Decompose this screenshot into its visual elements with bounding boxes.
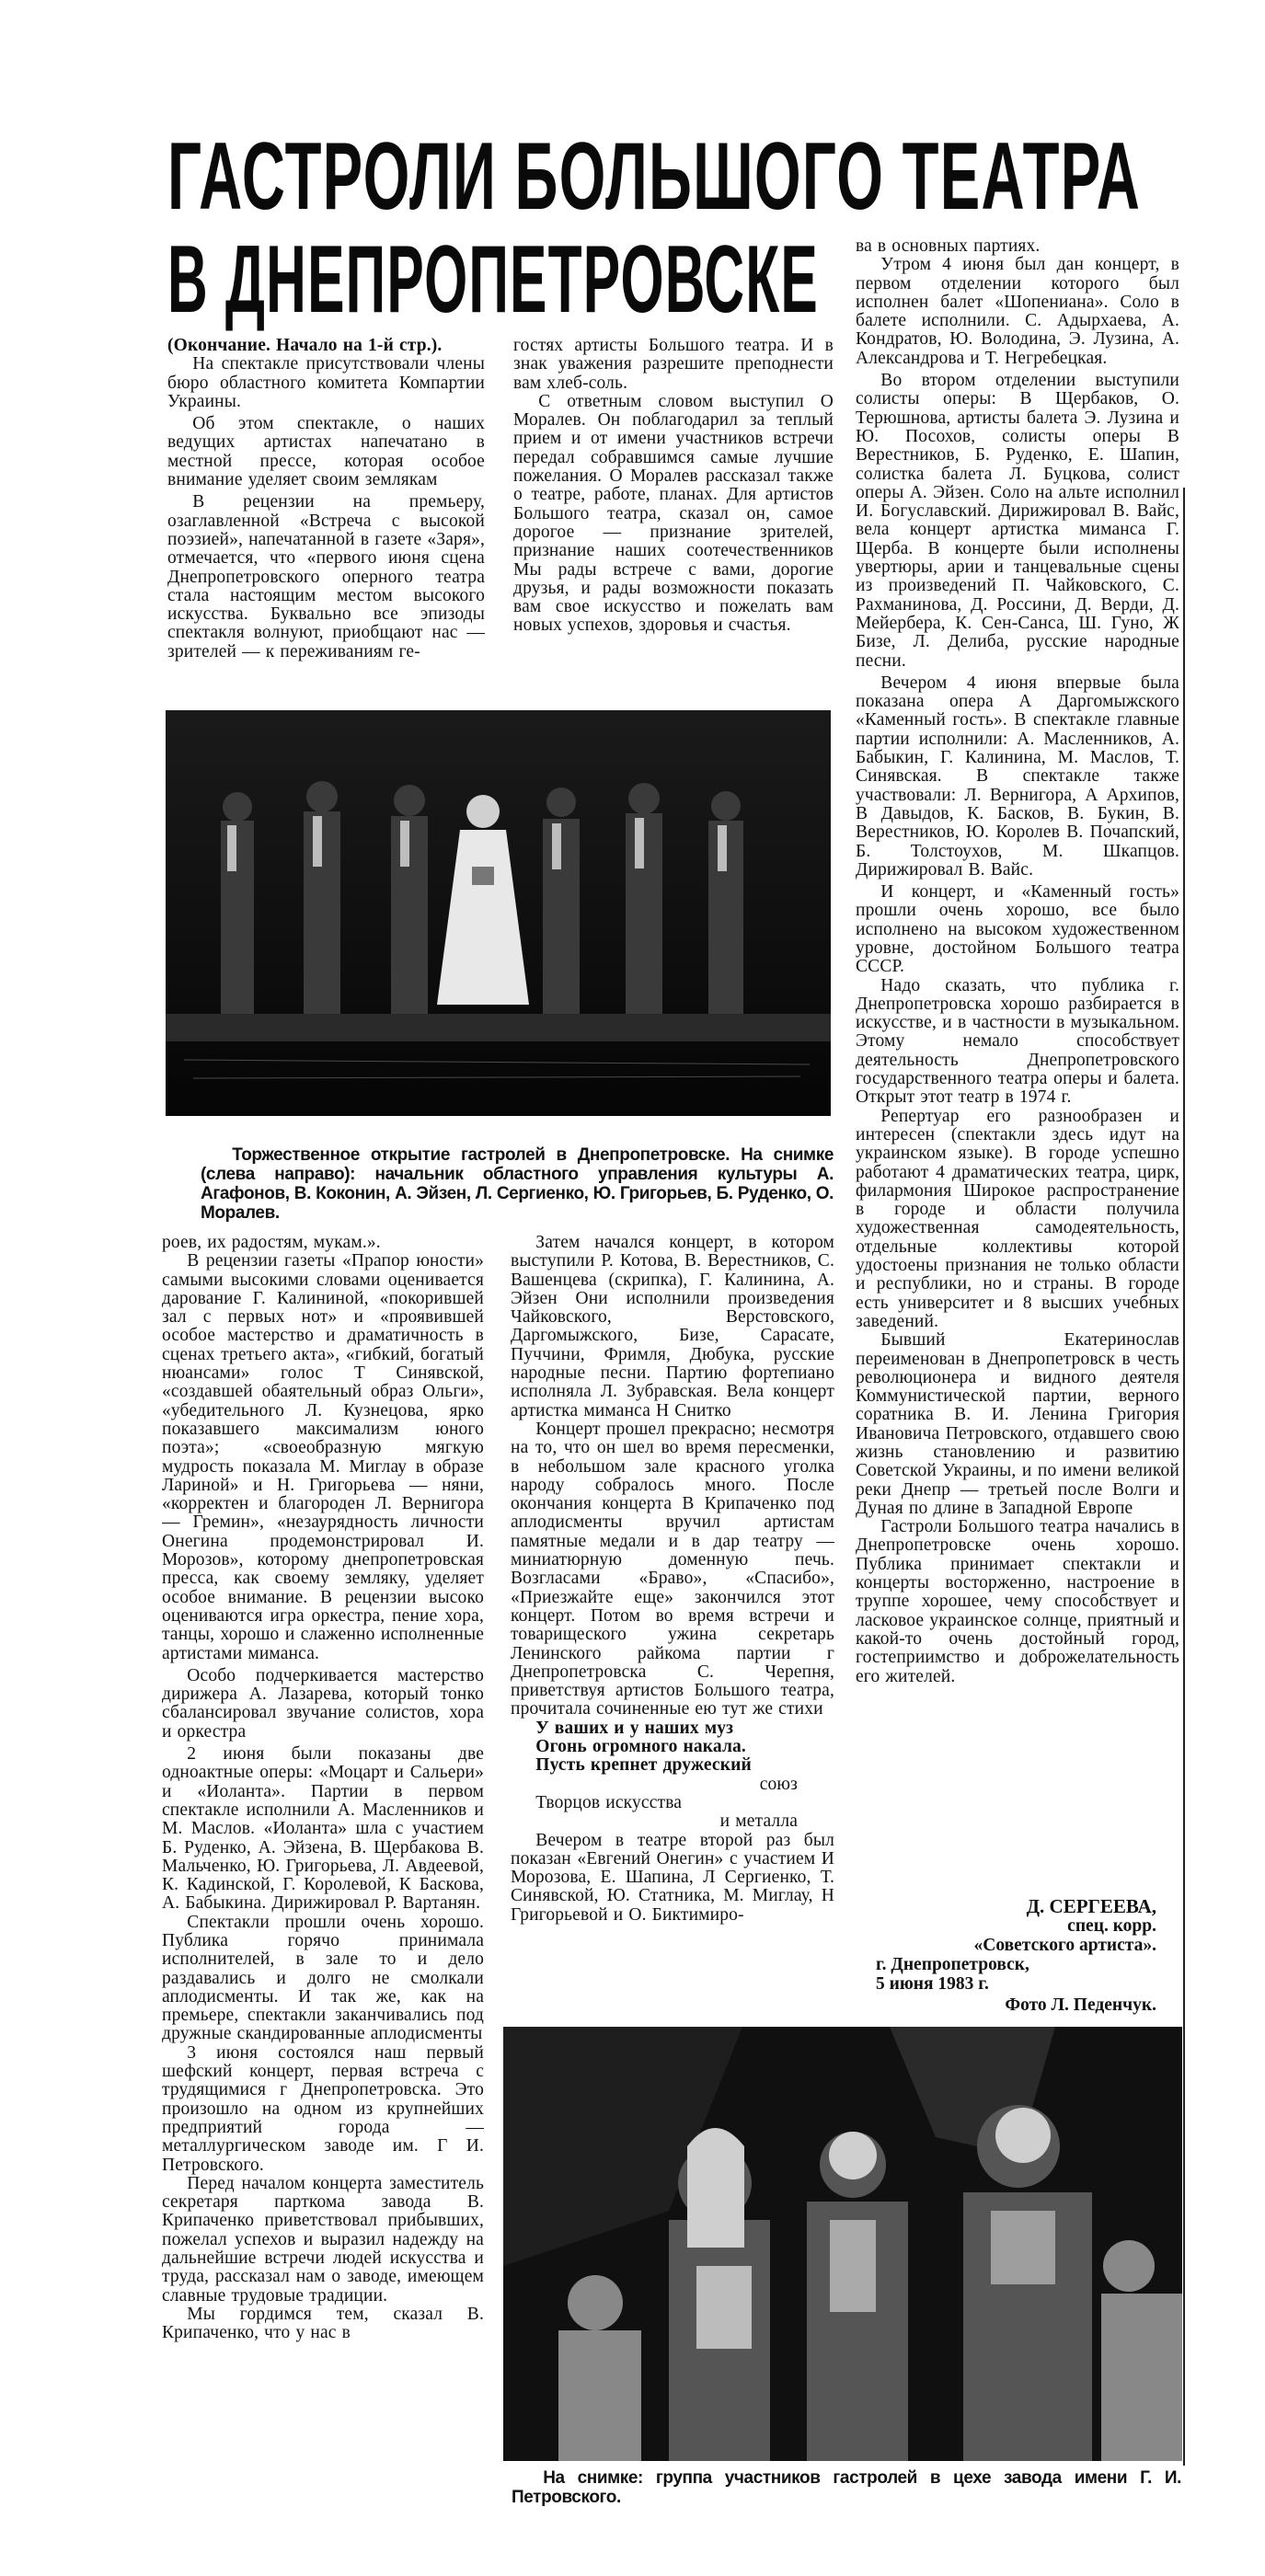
paragraph: Надо сказать, что публика г. Днепропетровска хорошо разбирается в искусстве, и в частности в музыкальном. Этому немало способствует деятельность Днепропетровского государственного театра оперы и балета. Открыт этот театр в 1974 г. <box>856 975 1179 1108</box>
author-name: Д. СЕРГЕЕВА, <box>1026 1895 1156 1917</box>
poem-line: У ваших и у наших муз <box>535 1718 734 1738</box>
poem <box>511 1719 834 1832</box>
paragraph: Утром 4 июня был дан концерт, в первом отделении которого был исполнен балет «Шопениана». Соло в балете исполнили. С. Адырхаева, А. Кондратов, Ю. Володина, Э. Лузина, А. Александрова и Т. Негребецкая. <box>856 255 1179 368</box>
paragraph: Гастроли Большого театра начались в Днепропетровске очень хорошо. Публика принимает спектакли и концерты восторженно, настроение в труппе хорошее, чему способствует и ласковое украинское солнце, приятный и какой-то очень достойный город, гостеприимство и доброжелательность его жителей. <box>856 1517 1179 1686</box>
photo-caption-2-text: На снимке: группа участников гастролей в цехе завода имени Г. И. Петровского. <box>512 2468 1181 2507</box>
paragraph: Спектакли прошли очень хорошо. Публика горячо принимала исполнителей, в зале то и дело раздавались и долго не смолкали аплодисменты. И так же, как на премьере, спектакли заканчивались под дружные скандированные аплодисменты <box>162 1912 484 2044</box>
poem-line: Огонь огромного накала. <box>535 1737 746 1757</box>
paragraph: С ответным словом выступил О Моралев. Он поблагодарил за теплый прием и от имени участников встречи передал собравшимся самые лучшие пожелания. О Моралев рассказал также о театре, работе, планах. Для артистов Большого театра, сказал он, самое дорогое — признание зрителей, признание наших соотечественников Мы рады встрече с вами, дорогие друзья, и рады возможности показать вам свое искусство и пожелать вам новых успехов, здоровья и счастья. <box>513 391 834 636</box>
paragraph: 2 июня были показаны две одноактные оперы: «Моцарт и Сальери» и «Иоланта». Партии в первом спектакле исполнили А. Масленников и М. Маслов. «Иоланта» шла с участием Б. Руденко, А. Эйзена, В. Щербакова В. Мальченко, Ю. Григорьева, Л. Авдеевой, К. Кадинской, Г. Королевой, К Баскова, А. Бабыкина. Дирижировал Р. Вартанян. <box>162 1744 484 1914</box>
article-lower-column-1 <box>162 1234 484 2559</box>
dateline-date: 5 июня 1983 г. <box>876 1974 989 1994</box>
paragraph: На спектакле присутствовали члены бюро областного комитета Компартии Украины. <box>167 354 485 411</box>
continuation-note: (Окончание. Начало на 1-й стр.). <box>167 337 443 355</box>
headline-line-1: ГАСТРОЛИ БОЛЬШОГО ТЕАТРА <box>167 123 1142 230</box>
poem-line: и металла <box>719 1811 798 1832</box>
column-rule <box>1183 488 1185 2466</box>
stage-photo-image <box>166 710 831 1116</box>
paragraph: Затем начался концерт, в котором выступили Р. Котова, В. Верестников, С. Вашенцева (скрипка), Г. Калинина, А. Эйзен Они исполнили произведения Чайковского, Верстовского, Даргомыжского, Бизе, Сарасате, Пуччини, Фримля, Дюбука, русские народные песни. Партию фортепиано исполняла Л. Зубравская. Вела концерт артистка миманса Н Снитко <box>511 1234 834 1420</box>
paragraph: В рецензии на премьеру, озаглавленной «Встреча с высокой поэзией», напечатанной в газете «Заря», отмечается, что «первого июня сцена Днепропетровского оперного театра стала настоящим местом высокого искусства. Буквально все эпизоды спектакля волнуют, приобщают нас — зрителей — к переживаниям ге- <box>167 492 485 661</box>
photo-caption-1-text: Торжественное открытие гастролей в Днепропетровске. На снимке (слева направо): начальник областного управления культуры А. Агафонов, В. Коконин, А. Эйзен, Л. Сергиенко, Ю. Григорьев, Б. Руденко, О. Моралев. <box>201 1145 834 1223</box>
poem-line: Пусть крепнет дружеский <box>535 1755 752 1776</box>
article-top-column-2 <box>513 337 834 691</box>
paragraph: Вечером 4 июня впервые была показана опера А Даргомыжского «Каменный гость». В спектакле главные партии исполнили: А. Масленников, А. Бабыкин, Г. Калинина, М. Маслов, Т. Синявская. В спектакле также участвовали: Л. Вернигора, А Архипов, В Давыдов, К. Басков, В. Букин, В. Верестников, Ю. Королев В. Почапский, Б. Толстоухов, М. Шкапцов. Дирижировал В. Вайс. <box>856 673 1179 880</box>
factory-photo-image <box>503 2027 1182 2461</box>
paragraph: Во втором отделении выступили солисты оперы: В Щербаков, О. Терюшнова, артисты балета Э. Лузина и Ю. Посохов, солисты оперы В Верестников, Б. Руденко, Е. Шапин, солистка балета Л. Буцкова, солист оперы А. Эйзен. Соло на альте исполнил И. Богуславский. Дирижировал В. Вайс, вела концерт артистка миманса Г. Щерба. В концерте были исполнены увертюры, арии и танцевальные сцены из произведений П. Чайковского, С. Рахманинова, Д. Россини, Д. Верди, Д. Мейербера, К. Сен-Санса, Ш. Гуно, Ж Бизе, Л. Делиба, русские народные песни. <box>856 371 1179 671</box>
photo-caption-1 <box>201 1145 834 1223</box>
photo-stage-opening <box>166 710 831 1116</box>
poem-line: Творцов искусства <box>535 1792 683 1812</box>
article-lower-column-2 <box>511 1234 834 1961</box>
paragraph: В рецензии газеты «Прапор юности» самыми высокими словами оценивается дарование Г. Калининой, «покорившей зал с первых нот» и «проявившей особое мастерство и драматичность в сценах третьего акта», «гибкий, богатый нюансами» голос Т Синявской, «создавшей обаятельный образ Ольги», «убедительного Л. Кузнецова, ярко показавшего максимализм юного поэта»; «своеобразную мягкую мудрость показала М. Миглау в образе Лариной» и Н. Григорьева — няни, «корректен и благороден Л. Вернигора — Гремин», «незаурядность личности Онегина продемонстрировал И. Морозов», которому днепропетровская пресса, как своему земляку, уделяет особое внимание. В рецензии высоко оцениваются игра оркестра, пение хора, танцы, хорошо и слаженно исполненные артистами миманса. <box>162 1251 484 1663</box>
photo-credit: Фото Л. Педенчук. <box>1005 1995 1156 2015</box>
paragraph: Об этом спектакле, о наших ведущих артистах напечатано в местной прессе, которая особое внимание уделяет своим землякам <box>167 414 485 490</box>
poem-line: союз <box>759 1774 798 1794</box>
paragraph: И концерт, и «Каменный гость» прошли очень хорошо, все было исполнено на высоком художественном уровне, достойном Большого театра СССР. <box>856 882 1179 977</box>
paragraph: Мы гордимся тем, сказал В. Крипаченко, что у нас в <box>162 2304 484 2343</box>
paragraph: 3 июня состоялся наш первый шефский концерт, первая встреча с трудящимися г Днепропетровска. Это произошло на одном из крупнейших предприятий города — металлургическом заводе им. Г И. Петровского. <box>162 2042 484 2175</box>
paragraph: Концерт прошел прекрасно; несмотря на то, что он шел во время пересменки, в небольшом зале красного уголка народу собралось много. После окончания концерта В Крипаченко под аплодисменты вручил артистам памятные медали и в дар театру — миниатюрную доменную печь. Возгласами «Браво», «Спасибо», «Приезжайте еще» закончился этот концерт. Потом во время встречи и товарищеского ужина секретарь Ленинского райкома партии г Днепропетровска С. Черепня, приветствуя артистов Большого театра, прочитала сочиненные ею тут же стихи <box>511 1419 834 1719</box>
paragraph: гостях артисты Большого театра. И в знак уважения разрешите преподнести вам хлеб-соль. <box>513 337 834 393</box>
paragraph: Вечером в театре второй раз был показан «Евгений Онегин» с участием И Морозова, Е. Шапина, Л Сергиенко, Т. Синявской, Ю. Статника, М. Миглау, Н Григорьевой и О. Биктимиро- <box>511 1830 834 1925</box>
photo-caption-2 <box>512 2468 1181 2507</box>
paragraph: роев, их радостям, мукам.». <box>162 1234 381 1252</box>
article-right-column <box>856 237 1179 1893</box>
photo-factory-group <box>503 2027 1182 2461</box>
publication-name: «Советского артиста». <box>973 1936 1156 1955</box>
paragraph: Особо подчеркивается мастерство дирижера А. Лазарева, который тонко сбалансировал звучание солистов, хора и оркестра <box>162 1665 484 1742</box>
article-top-column-1 <box>167 337 485 691</box>
dateline-place: г. Днепропетровск, <box>876 1955 1029 1974</box>
paragraph: ва в основных партиях. <box>856 237 1041 256</box>
headline-line-2: В ДНЕПРОПЕТРОВСКЕ <box>167 226 819 333</box>
paragraph: Бывший Екатеринослав переименован в Днепропетровск в честь революционера и видного деятеля Коммунистической партии, верного соратника В. И. Ленина Григория Ивановича Петровского, отдавшего свою жизнь становлению и развитию Советской Украины, и по имени великой реки Днепр — третьей после Волги и Дуная по длине в Западной Европе <box>856 1330 1179 1518</box>
paragraph: Репертуар его разнообразен и интересен (спектакли здесь идут на украинском языке). В городе успешно работают 4 драматических театра, цирк, филармония Широкое распространение в городе и области получила художественная самодеятельность, отдельные коллективы которой удостоены признания не только области и республики, но и страны. В городе есть университет и 8 высших учебных заведений. <box>856 1106 1179 1331</box>
paragraph: Перед началом концерта заместитель секретаря парткома завода В. Крипаченко приветствовал прибывших, пожелал успехов и выразил надежду на дальнейшие встречи людей искусства и труда, рассказал нам о заводе, имеющем славные трудовые традиции. <box>162 2173 484 2306</box>
author-role: спец. корр. <box>1067 1916 1156 1936</box>
